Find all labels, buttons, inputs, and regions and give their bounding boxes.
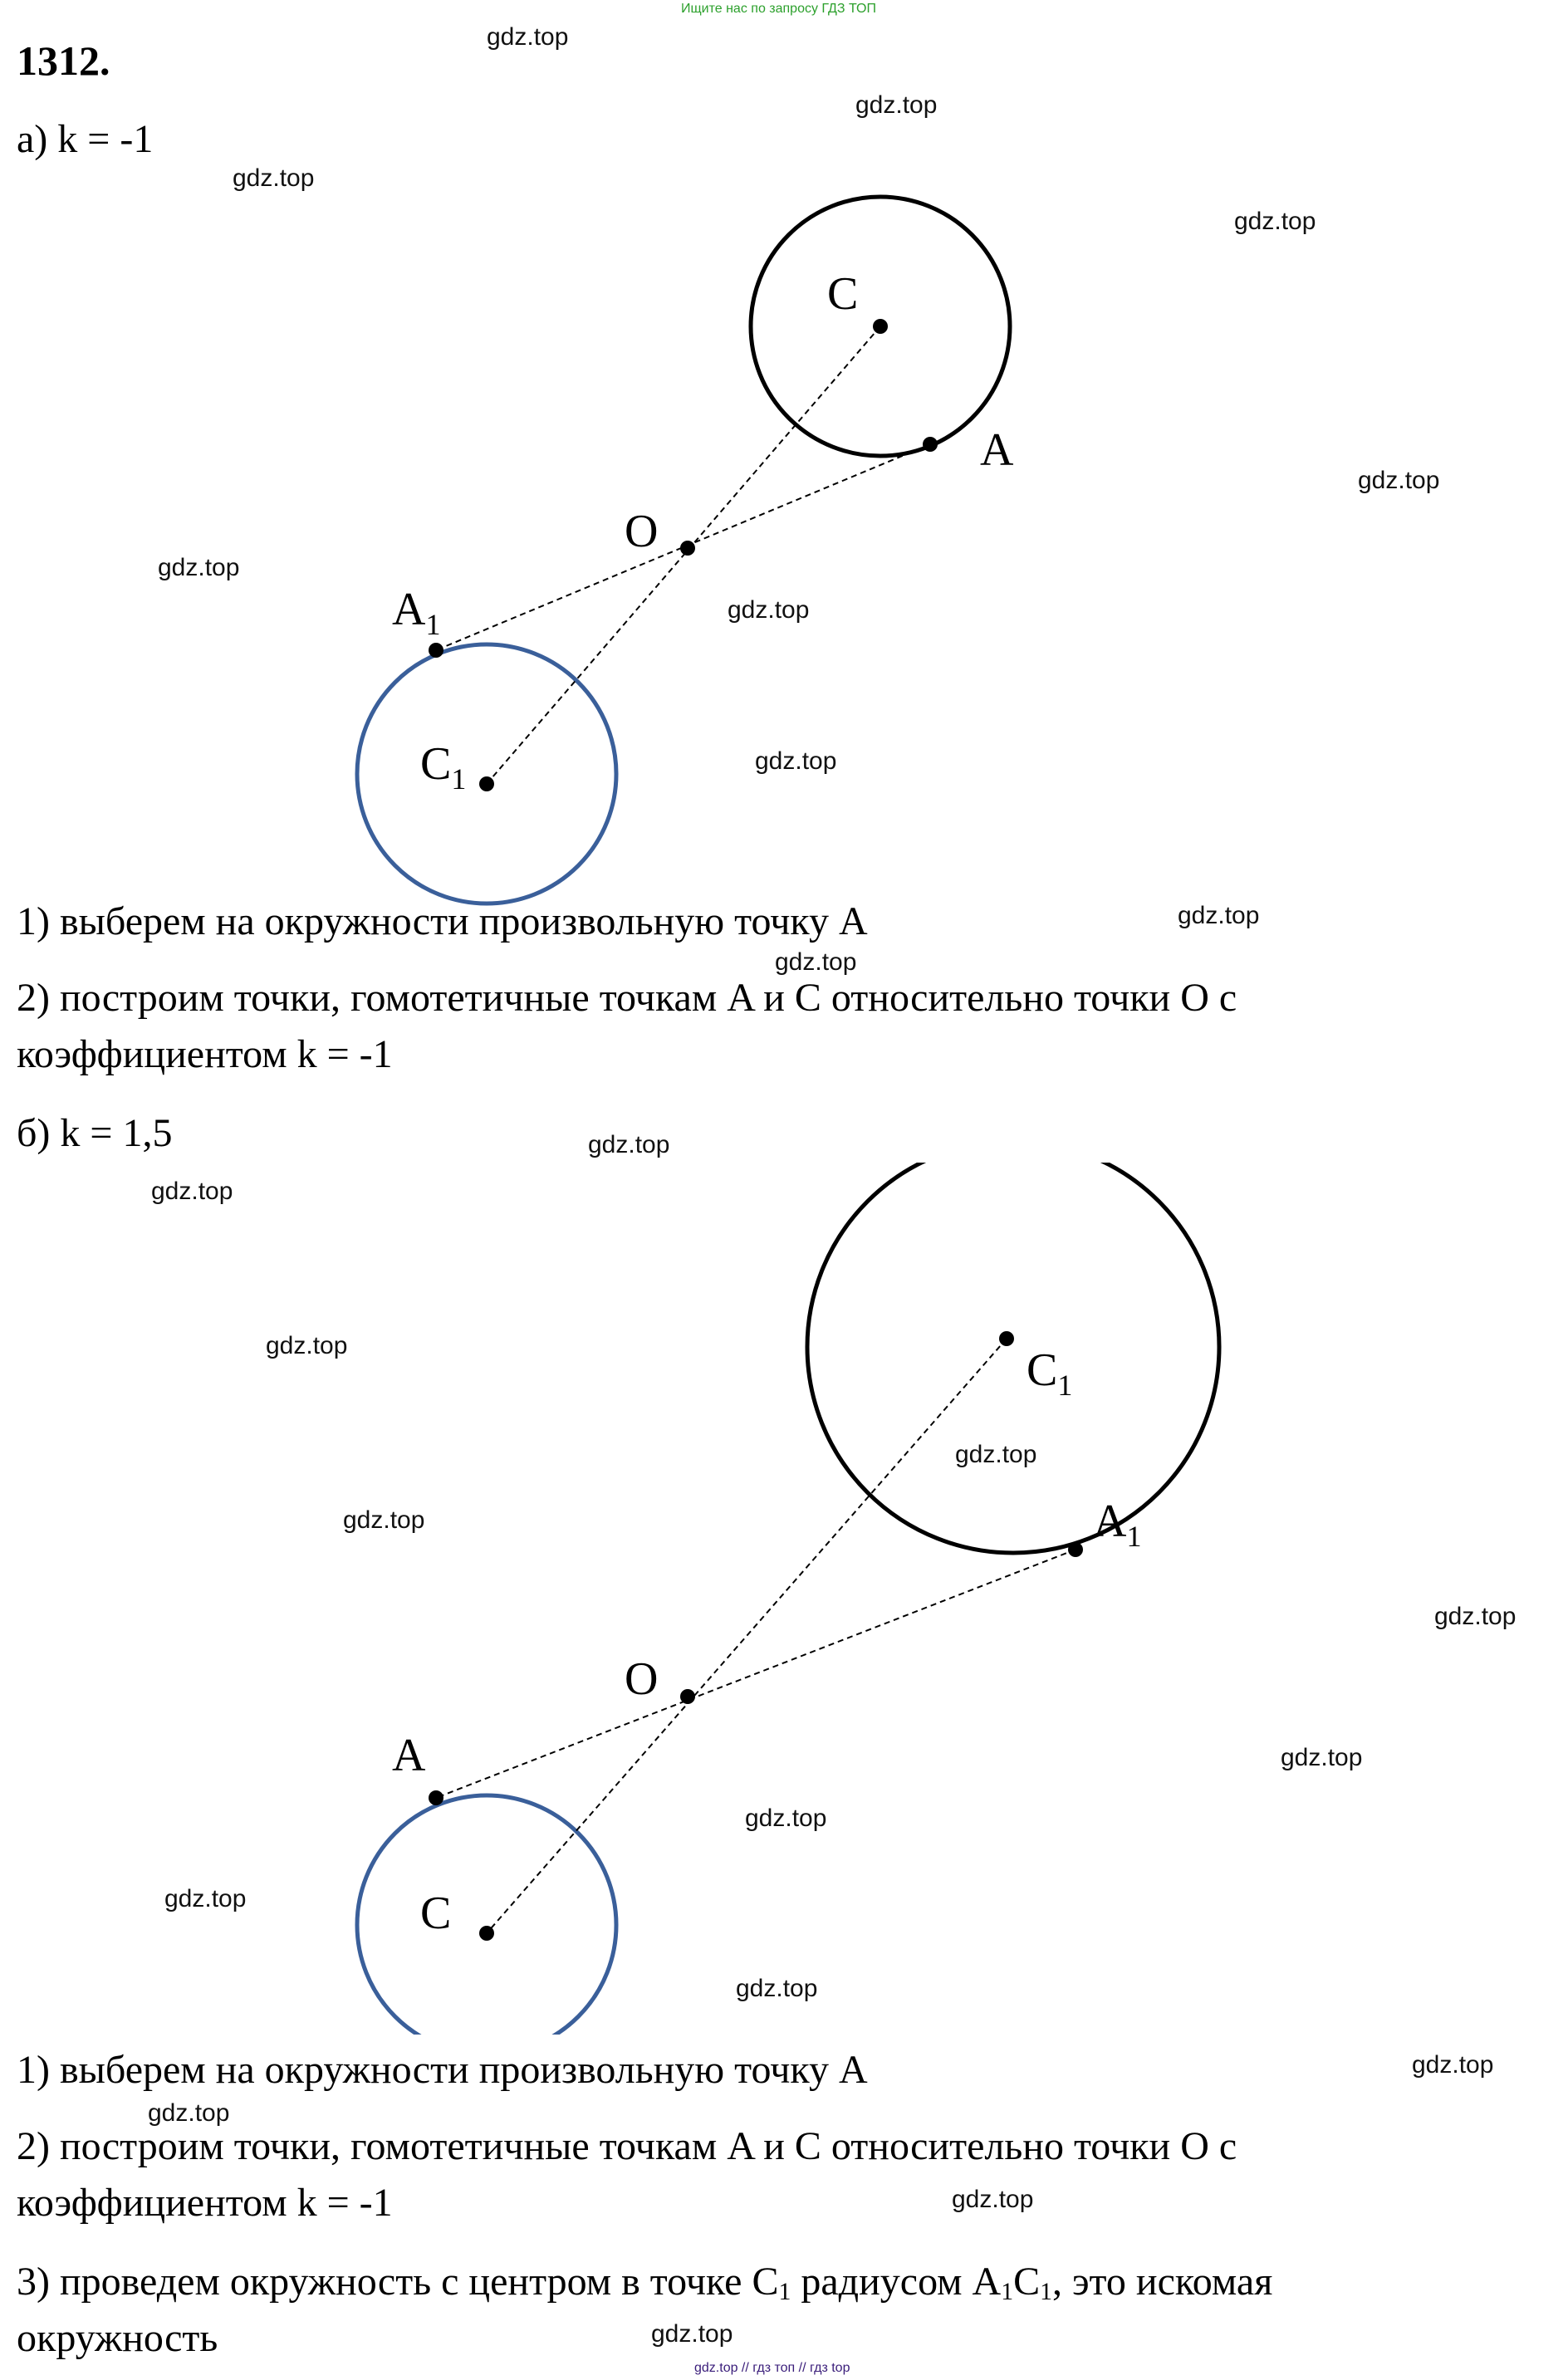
watermark: gdz.top xyxy=(158,554,240,581)
watermark: gdz.top xyxy=(775,948,857,976)
watermark: gdz.top xyxy=(1234,208,1316,235)
circle-c xyxy=(357,1795,616,2035)
label-a1: $A_1$ xyxy=(1093,1496,1142,1553)
point-a1 xyxy=(429,643,443,658)
watermark: gdz.top xyxy=(952,2186,1034,2213)
part-a-figure xyxy=(0,158,1568,922)
segment-c-c1 xyxy=(487,326,880,784)
point-c1 xyxy=(999,1331,1014,1346)
watermark: gdz.top xyxy=(148,2099,230,2127)
label-a1: $A_1$ xyxy=(392,584,441,641)
label-a: A xyxy=(392,1730,426,1781)
part-b-step-3-line-2: окружность xyxy=(17,2316,218,2360)
circle-c1 xyxy=(357,644,616,904)
watermark: gdz.top xyxy=(343,1506,425,1534)
part-b-step-3-line-1: 3) проведем окружность с центром в точке $C_1$ радиусом $A_1C_1$, это искомая xyxy=(17,2260,1273,2305)
watermark: gdz.top xyxy=(151,1178,233,1205)
part-a-step-2-line-1: 2) построим точки, гомотетичные точкам A и C относительно точки O с xyxy=(17,976,1237,1020)
part-b-step-2-line-2: коэффициентом k = -1 xyxy=(17,2181,393,2225)
watermark: gdz.top xyxy=(233,164,315,192)
watermark: gdz.top xyxy=(755,747,837,775)
watermark: gdz.top xyxy=(955,1441,1037,1468)
part-b-step-1: 1) выберем на окружности произвольную точку A xyxy=(17,2048,868,2092)
point-o xyxy=(680,541,695,556)
watermark: gdz.top xyxy=(487,23,569,51)
point-a xyxy=(429,1790,443,1805)
watermark: gdz.top xyxy=(1358,467,1440,494)
point-o xyxy=(680,1689,695,1704)
watermark: gdz.top xyxy=(736,1975,818,2002)
part-b-step-2-line-1: 2) построим точки, гомотетичные точкам A и C относительно точки O с xyxy=(17,2124,1237,2168)
segment-c1-c xyxy=(487,1339,1007,1933)
watermark: gdz.top xyxy=(1281,1744,1363,1771)
watermark: gdz.top xyxy=(1434,1603,1517,1630)
watermark: gdz.top xyxy=(1178,902,1260,929)
watermark: gdz.top xyxy=(855,91,938,119)
watermark: gdz.top xyxy=(588,1131,670,1158)
watermark: gdz.top xyxy=(651,2320,733,2348)
point-c xyxy=(479,1926,494,1941)
label-o: O xyxy=(625,506,659,557)
circle-c1 xyxy=(807,1163,1219,1553)
point-a1 xyxy=(1068,1542,1083,1557)
part-a-step-2-line-2: коэффициентом k = -1 xyxy=(17,1032,393,1076)
watermark: gdz.top xyxy=(728,596,810,624)
label-a: A xyxy=(980,424,1014,476)
label-c: C xyxy=(827,268,859,320)
segment-a1-a xyxy=(436,1550,1076,1798)
label-o: O xyxy=(625,1653,659,1705)
watermark: gdz.top xyxy=(266,1332,348,1359)
point-c xyxy=(873,319,888,334)
problem-number: 1312. xyxy=(17,37,110,84)
top-banner: Ищите нас по запросу ГДЗ ТОП xyxy=(681,2,876,16)
label-c: C xyxy=(420,1888,452,1939)
part-a-heading: а) k = -1 xyxy=(17,117,154,161)
watermark: gdz.top xyxy=(745,1805,827,1832)
part-a-step-1: 1) выберем на окружности произвольную точку A xyxy=(17,899,868,943)
label-c1: $C_1$ xyxy=(420,738,467,796)
label-c1: $C_1$ xyxy=(1027,1344,1073,1402)
watermark: gdz.top xyxy=(164,1885,247,1912)
watermark: gdz.top xyxy=(1412,2051,1494,2079)
footer-watermark: gdz.top // гдз топ // гдз top xyxy=(694,2361,850,2375)
point-c1 xyxy=(479,776,494,791)
part-b-heading: б) k = 1,5 xyxy=(17,1111,173,1155)
point-a xyxy=(923,437,938,452)
